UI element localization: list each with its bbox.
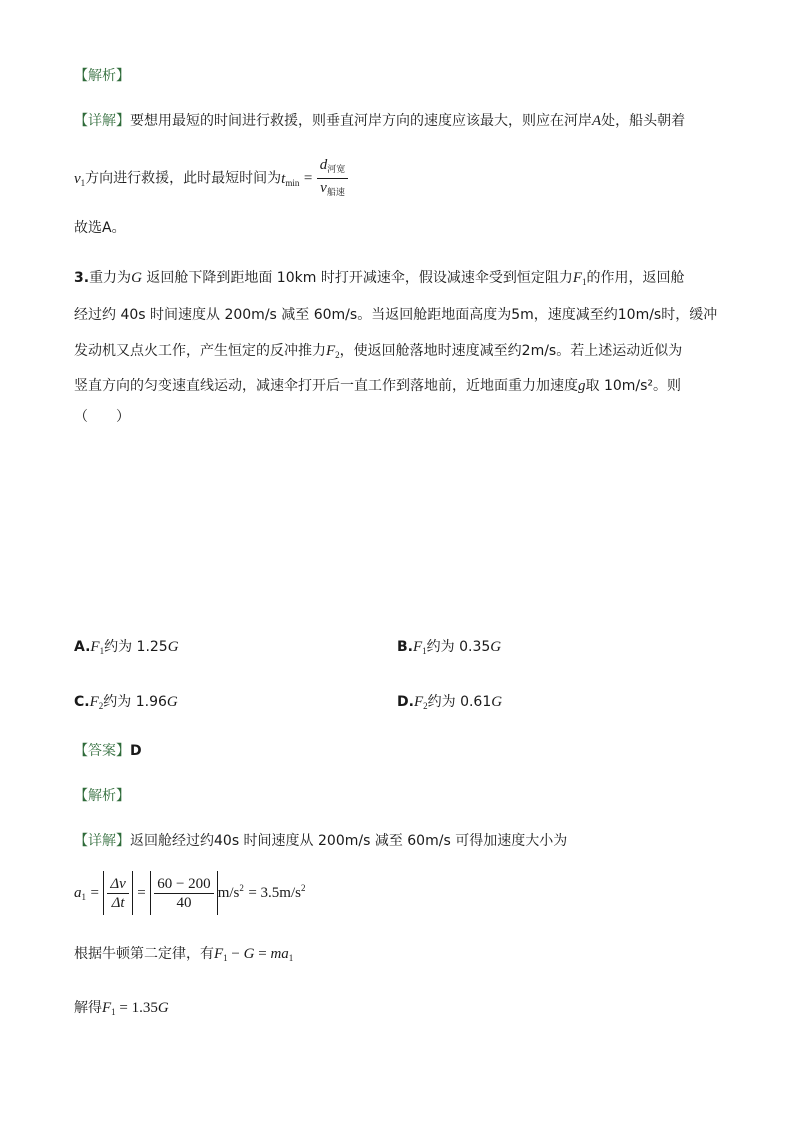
answer-line-1: 故选A。 [74,220,126,236]
height-value: 5m [511,307,534,323]
answer-block [74,741,142,761]
analysis-heading-1: 【解析】 [74,68,130,84]
option-d[interactable]: $D.F_2$约为 0.61G [397,694,503,711]
analysis-heading-2: 【解析】 [74,788,130,804]
g-accel: g [578,378,586,394]
time-fraction: $\frac{d_{河宽}}{v_{船速}}$ [317,156,349,201]
tmin-symbol: $t_{min}$ [281,170,300,188]
v1-symbol: $v_1$ [74,170,86,188]
question-line-2: 经过约 40s 时间速度从 200m/s 减至 60m/s。当返回舱距地面高度为5m，速度减至约10m/s时，缓冲 [74,307,718,323]
g-weight: G [131,270,142,286]
detail-text-1: 要想用最短的时间进行救援，则垂直河岸方向的速度应该最大，则应在河岸 [130,113,592,129]
f1-symbol: $F_1$ [572,270,587,287]
detail-tag-1: 【详解】 [74,113,130,129]
point-a: A [592,113,602,129]
question-line-1: 3.重力为G 返回舱下降到距地面 10km 时打开减速伞，假设减速伞受到恒定阻力$F_1$的作用，返回舱 [74,270,685,287]
answer-tag: 【答案】 [74,743,130,759]
option-b[interactable]: $B.F_1$约为 0.35G [397,639,502,656]
detail-tag-2: 【详解】 [74,833,130,849]
equals-sign: = [303,170,313,187]
detail-line-3: 【详解】返回舱经过约40s 时间速度从 200m/s 减至 60m/s 可得加速度大小为 [74,833,568,849]
detail-line-2 [74,156,348,201]
answer-value: D [130,743,142,759]
acceleration-equation: $a_1$ = $\frac{\Delta v}{\Delta t}$ = $\frac{60 - 200}{40}$ $m/s^2 = 3.5m/s^2$ [74,866,305,919]
speed-value: 10m/s [617,307,662,323]
question-line-3: 发动机又点火工作，产生恒定的反冲推力$F_2$，使返回舱落地时速度减至约2m/s。若上述运动近似为 [74,343,683,360]
question-line-4: 竖直方向的匀变速直线运动，减速伞打开后一直工作到落地前，近地面重力加速度g取 10m/s²。则 [74,378,682,394]
option-c[interactable]: $C.F_2$约为 1.96G [74,694,178,711]
f2-symbol: $F_2$ [326,343,340,360]
question-paren: （ ） [74,409,130,425]
landing-speed: 2m/s [521,343,557,359]
detail-line-1 [74,111,685,131]
detail-text-1-end: 处，船头朝着 [601,113,686,129]
detail-text-2: 方向进行救援，此时最短时间为 [85,170,282,187]
solve-line: 解得$F_1 = 1.35G$ [74,1000,169,1017]
option-a[interactable]: $A.F_1$约为 1.25G [74,639,179,656]
newton-line: 根据牛顿第二定律，有$F_1 - G = ma_1$ [74,946,294,963]
question-number: 3. [74,270,90,286]
